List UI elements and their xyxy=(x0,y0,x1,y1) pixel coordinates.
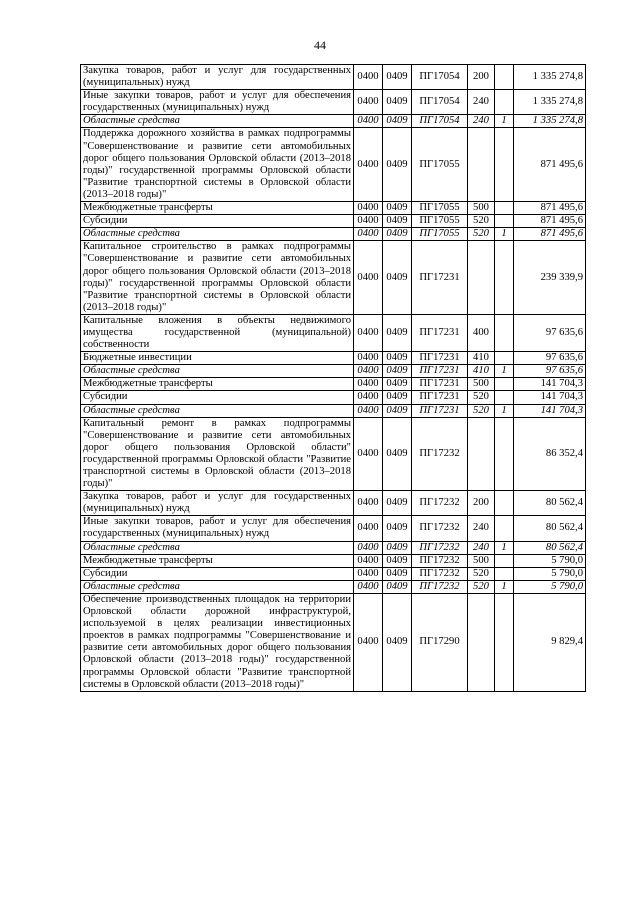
funding-source-cell xyxy=(495,491,514,516)
section-code-cell: 0400 xyxy=(354,241,383,315)
table-row xyxy=(81,404,586,417)
table-row xyxy=(81,541,586,554)
funding-source-cell xyxy=(495,417,514,491)
row-name-cell: Иные закупки товаров, работ и услуг для обеспечения государственных (муниципальных) нужд xyxy=(81,516,354,541)
amount-cell: 80 562,4 xyxy=(514,491,586,516)
amount-cell: 1 335 274,8 xyxy=(514,90,586,115)
target-article-cell: ПГ17232 xyxy=(412,491,468,516)
subsection-code-cell: 0409 xyxy=(383,378,412,391)
target-article-cell: ПГ17231 xyxy=(412,241,468,315)
subsection-code-cell: 0409 xyxy=(383,115,412,128)
row-name-cell: Межбюджетные трансферты xyxy=(81,378,354,391)
section-code-cell: 0400 xyxy=(354,417,383,491)
row-name-cell: Субсидии xyxy=(81,215,354,228)
subsection-code-cell: 0409 xyxy=(383,314,412,351)
row-name-cell: Областные средства xyxy=(81,404,354,417)
expense-type-cell: 240 xyxy=(468,115,495,128)
table-row xyxy=(81,65,586,90)
table-row xyxy=(81,314,586,351)
section-code-cell: 0400 xyxy=(354,365,383,378)
subsection-code-cell: 0409 xyxy=(383,90,412,115)
table-row xyxy=(81,115,586,128)
expense-type-cell: 240 xyxy=(468,541,495,554)
expense-type-cell: 240 xyxy=(468,90,495,115)
expense-type-cell: 520 xyxy=(468,228,495,241)
expense-type-cell: 500 xyxy=(468,202,495,215)
row-name-cell: Субсидии xyxy=(81,391,354,404)
target-article-cell: ПГ17232 xyxy=(412,516,468,541)
expense-type-cell: 520 xyxy=(468,215,495,228)
target-article-cell: ПГ17054 xyxy=(412,90,468,115)
target-article-cell: ПГ17055 xyxy=(412,228,468,241)
amount-cell: 871 495,6 xyxy=(514,215,586,228)
subsection-code-cell: 0409 xyxy=(383,352,412,365)
expense-type-cell: 500 xyxy=(468,378,495,391)
row-name-cell: Капитальные вложения в объекты недвижимого имущества государственной (муниципальной) собственности xyxy=(81,314,354,351)
subsection-code-cell: 0409 xyxy=(383,128,412,202)
amount-cell: 5 790,0 xyxy=(514,580,586,593)
table-row xyxy=(81,215,586,228)
row-name-cell: Межбюджетные трансферты xyxy=(81,554,354,567)
section-code-cell: 0400 xyxy=(354,65,383,90)
row-name-cell: Закупка товаров, работ и услуг для государственных (муниципальных) нужд xyxy=(81,491,354,516)
target-article-cell: ПГ17231 xyxy=(412,378,468,391)
target-article-cell: ПГ17232 xyxy=(412,567,468,580)
row-name-cell: Областные средства xyxy=(81,228,354,241)
table-row xyxy=(81,352,586,365)
funding-source-cell xyxy=(495,128,514,202)
row-name-cell: Поддержка дорожного хозяйства в рамках подпрограммы "Совершенствование и развитие сети автомобильных дорог общего пользования Орловской области (2013–2018 годы)" государственной программы Орловской области "Развитие транспортной системы в Орловской области (2013–2018 годы)" xyxy=(81,128,354,202)
funding-source-cell xyxy=(495,378,514,391)
subsection-code-cell: 0409 xyxy=(383,567,412,580)
section-code-cell: 0400 xyxy=(354,215,383,228)
section-code-cell: 0400 xyxy=(354,378,383,391)
table-row xyxy=(81,90,586,115)
section-code-cell: 0400 xyxy=(354,580,383,593)
row-name-cell: Капитальный ремонт в рамках подпрограммы "Совершенствование и развитие сети автомобильных дорог общего пользования Орловской области" государственной программы Орловской области "Развитие транспортной системы в Орловской области (2013–2018 годы)" xyxy=(81,417,354,491)
subsection-code-cell: 0409 xyxy=(383,241,412,315)
section-code-cell: 0400 xyxy=(354,128,383,202)
subsection-code-cell: 0409 xyxy=(383,391,412,404)
funding-source-cell xyxy=(495,352,514,365)
subsection-code-cell: 0409 xyxy=(383,215,412,228)
funding-source-cell xyxy=(495,202,514,215)
target-article-cell: ПГ17232 xyxy=(412,541,468,554)
amount-cell: 1 335 274,8 xyxy=(514,115,586,128)
amount-cell: 97 635,6 xyxy=(514,314,586,351)
section-code-cell: 0400 xyxy=(354,115,383,128)
row-name-cell: Закупка товаров, работ и услуг для государственных (муниципальных) нужд xyxy=(81,65,354,90)
table-row xyxy=(81,378,586,391)
expense-type-cell: 200 xyxy=(468,491,495,516)
subsection-code-cell: 0409 xyxy=(383,65,412,90)
expense-type-cell xyxy=(468,417,495,491)
table-row xyxy=(81,491,586,516)
section-code-cell: 0400 xyxy=(354,567,383,580)
target-article-cell: ПГ17055 xyxy=(412,215,468,228)
row-name-cell: Областные средства xyxy=(81,115,354,128)
amount-cell: 871 495,6 xyxy=(514,228,586,241)
amount-cell: 86 352,4 xyxy=(514,417,586,491)
section-code-cell: 0400 xyxy=(354,202,383,215)
amount-cell: 97 635,6 xyxy=(514,365,586,378)
subsection-code-cell: 0409 xyxy=(383,365,412,378)
amount-cell: 141 704,3 xyxy=(514,378,586,391)
target-article-cell: ПГ17232 xyxy=(412,417,468,491)
table-row xyxy=(81,593,586,691)
section-code-cell: 0400 xyxy=(354,516,383,541)
funding-source-cell xyxy=(495,391,514,404)
expense-type-cell: 520 xyxy=(468,391,495,404)
subsection-code-cell: 0409 xyxy=(383,541,412,554)
target-article-cell: ПГ17231 xyxy=(412,391,468,404)
table-row xyxy=(81,516,586,541)
funding-source-cell: 1 xyxy=(495,228,514,241)
target-article-cell: ПГ17231 xyxy=(412,352,468,365)
section-code-cell: 0400 xyxy=(354,554,383,567)
table-row xyxy=(81,228,586,241)
funding-source-cell: 1 xyxy=(495,115,514,128)
table-row xyxy=(81,202,586,215)
row-name-cell: Капитальное строительство в рамках подпрограммы "Совершенствование и развитие сети автомобильных дорог общего пользования Орловской области (2013–2018 годы)" государственной программы Орловской области "Развитие транспортной системы в Орловской области (2013–2018 годы)" xyxy=(81,241,354,315)
target-article-cell: ПГ17231 xyxy=(412,404,468,417)
section-code-cell: 0400 xyxy=(354,541,383,554)
funding-source-cell xyxy=(495,314,514,351)
target-article-cell: ПГ17232 xyxy=(412,554,468,567)
amount-cell: 141 704,3 xyxy=(514,391,586,404)
funding-source-cell xyxy=(495,215,514,228)
expense-type-cell: 520 xyxy=(468,404,495,417)
subsection-code-cell: 0409 xyxy=(383,228,412,241)
target-article-cell: ПГ17055 xyxy=(412,128,468,202)
funding-source-cell: 1 xyxy=(495,365,514,378)
funding-source-cell: 1 xyxy=(495,580,514,593)
section-code-cell: 0400 xyxy=(354,593,383,691)
target-article-cell: ПГ17231 xyxy=(412,314,468,351)
section-code-cell: 0400 xyxy=(354,314,383,351)
amount-cell: 871 495,6 xyxy=(514,128,586,202)
funding-source-cell xyxy=(495,65,514,90)
section-code-cell: 0400 xyxy=(354,90,383,115)
funding-source-cell xyxy=(495,554,514,567)
funding-source-cell xyxy=(495,593,514,691)
subsection-code-cell: 0409 xyxy=(383,593,412,691)
target-article-cell: ПГ17290 xyxy=(412,593,468,691)
table-row xyxy=(81,391,586,404)
expense-type-cell: 240 xyxy=(468,516,495,541)
table-row xyxy=(81,567,586,580)
amount-cell: 5 790,0 xyxy=(514,554,586,567)
section-code-cell: 0400 xyxy=(354,352,383,365)
row-name-cell: Обеспечение производственных площадок на территории Орловской области дорожной инфраструктурой, используемой в целях реализации инвестиционных проектов в рамках подпрограммы "Совершенствование и развитие сети автомобильных дорог общего пользования Орловской области (2013–2018 годы)" государственной программы Орловской области "Развитие транспортной системы в Орловской области (2013–2018 годы)" xyxy=(81,593,354,691)
table-row xyxy=(81,580,586,593)
expense-type-cell xyxy=(468,128,495,202)
amount-cell: 1 335 274,8 xyxy=(514,65,586,90)
amount-cell: 80 562,4 xyxy=(514,516,586,541)
funding-source-cell xyxy=(495,516,514,541)
funding-source-cell: 1 xyxy=(495,404,514,417)
target-article-cell: ПГ17232 xyxy=(412,580,468,593)
amount-cell: 239 339,9 xyxy=(514,241,586,315)
expense-type-cell: 520 xyxy=(468,580,495,593)
row-name-cell: Областные средства xyxy=(81,365,354,378)
expense-type-cell xyxy=(468,241,495,315)
section-code-cell: 0400 xyxy=(354,404,383,417)
subsection-code-cell: 0409 xyxy=(383,417,412,491)
table-row xyxy=(81,241,586,315)
page-number: 44 xyxy=(314,38,326,52)
table-row xyxy=(81,417,586,491)
subsection-code-cell: 0409 xyxy=(383,491,412,516)
expense-type-cell: 520 xyxy=(468,567,495,580)
target-article-cell: ПГ17054 xyxy=(412,65,468,90)
expense-type-cell: 500 xyxy=(468,554,495,567)
subsection-code-cell: 0409 xyxy=(383,516,412,541)
amount-cell: 5 790,0 xyxy=(514,567,586,580)
row-name-cell: Субсидии xyxy=(81,567,354,580)
table-row xyxy=(81,554,586,567)
section-code-cell: 0400 xyxy=(354,391,383,404)
row-name-cell: Областные средства xyxy=(81,541,354,554)
expense-type-cell: 400 xyxy=(468,314,495,351)
expense-type-cell xyxy=(468,593,495,691)
expense-type-cell: 410 xyxy=(468,352,495,365)
funding-source-cell: 1 xyxy=(495,541,514,554)
funding-source-cell xyxy=(495,90,514,115)
subsection-code-cell: 0409 xyxy=(383,554,412,567)
expense-type-cell: 410 xyxy=(468,365,495,378)
subsection-code-cell: 0409 xyxy=(383,202,412,215)
amount-cell: 80 562,4 xyxy=(514,541,586,554)
target-article-cell: ПГ17054 xyxy=(412,115,468,128)
subsection-code-cell: 0409 xyxy=(383,580,412,593)
funding-source-cell xyxy=(495,567,514,580)
funding-source-cell xyxy=(495,241,514,315)
amount-cell: 871 495,6 xyxy=(514,202,586,215)
target-article-cell: ПГ17231 xyxy=(412,365,468,378)
amount-cell: 9 829,4 xyxy=(514,593,586,691)
target-article-cell: ПГ17055 xyxy=(412,202,468,215)
subsection-code-cell: 0409 xyxy=(383,404,412,417)
row-name-cell: Иные закупки товаров, работ и услуг для обеспечения государственных (муниципальных) нужд xyxy=(81,90,354,115)
table-row xyxy=(81,128,586,202)
expense-type-cell: 200 xyxy=(468,65,495,90)
section-code-cell: 0400 xyxy=(354,228,383,241)
budget-table xyxy=(80,64,586,692)
section-code-cell: 0400 xyxy=(354,491,383,516)
amount-cell: 141 704,3 xyxy=(514,404,586,417)
row-name-cell: Бюджетные инвестиции xyxy=(81,352,354,365)
row-name-cell: Областные средства xyxy=(81,580,354,593)
row-name-cell: Межбюджетные трансферты xyxy=(81,202,354,215)
amount-cell: 97 635,6 xyxy=(514,352,586,365)
table-row xyxy=(81,365,586,378)
